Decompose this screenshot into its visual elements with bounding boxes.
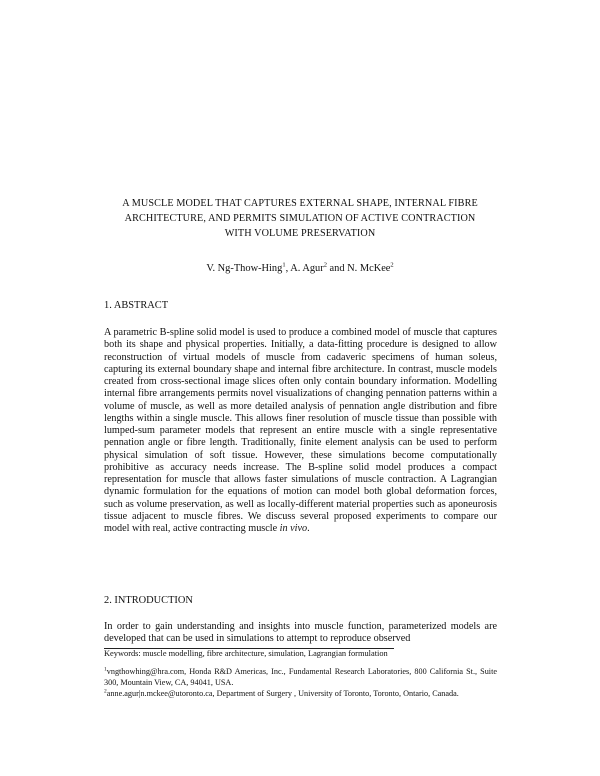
introduction-text: In order to gain understanding and insights into muscle function, parameterized models are developed that can be used in simulations to attempt to reproduce observed	[104, 621, 497, 645]
author-1: V. Ng-Thow-Hing	[206, 263, 283, 274]
footnote-1-mark: 1	[104, 666, 107, 673]
keywords-line: Keywords: muscle modelling, fibre architecture, simulation, Lagrangian formulation	[104, 649, 388, 658]
author-3-affiliation-mark: 2	[390, 261, 394, 269]
author-separator-1: ,	[285, 263, 291, 274]
abstract-heading: 1. ABSTRACT	[104, 300, 169, 311]
author-separator-2: and	[326, 263, 348, 274]
footnote-2	[104, 688, 497, 699]
paper-title	[100, 196, 500, 241]
footnote-1-text: vngthowhing@hra.com, Honda R&D Americas, Inc., Fundamental Research Laboratories, 800 California St., Suite 300, Mountain View, CA, 94041, USA.	[104, 667, 497, 688]
footnote-2-text: anne.agur|n.mckee@utoronto.ca, Department of Surgery , University of Toronto, Toronto, Ontario, Canada.	[106, 689, 459, 698]
introduction-paragraph	[104, 621, 497, 646]
introduction-heading: 2. INTRODUCTION	[104, 595, 193, 606]
author-2: A. Agur	[290, 263, 324, 274]
author-1-affiliation-mark: 1	[282, 261, 286, 269]
abstract-italic-text: in vivo	[279, 523, 308, 534]
author-3: N. McKee	[347, 263, 391, 274]
author-list	[100, 262, 500, 276]
title-line-3: WITH VOLUME PRESERVATION	[224, 228, 376, 239]
abstract-text: A parametric B-spline solid model is used to produce a combined model of muscle that captures both its shape and physical properties. Initially, a data-fitting procedure is designed to allow reconstruction of virtual models of muscle from cadaveric specimens of human soleus, capturing its external boundary shape and internal fibre architecture. In contrast, muscle models created from cross-sectional image slices often only contain boundary information. Modelling internal fibre arrangements permits novel visualizations of changing pennation patterns within a volume of muscle, as well as more detailed analysis of pennation angle distribution and fibre lengths within a single muscle. This allows finer resolution of muscle tissue than possible with lumped-sum parameter models that represent an entire muscle with a single representative pennation angle or fibre length. Traditionally, finite element analysis can be used to perform physical simulation of soft tissue. However, these simulations become computationally prohibitive as accuracy needs increase. The B-spline solid model produces a compact representation for muscle that allows faster simulations of muscle contraction. A Lagrangian dynamic formulation for the equations of motion can model both global deformation forces, such as volume preservation, as well as locally-different material properties such as aponeurosis tissue adjacent to muscle fibres. We discuss several proposed experiments to compare our model with real, active contracting muscle	[104, 327, 497, 534]
author-2-affiliation-mark: 2	[323, 261, 327, 269]
abstract-period: .	[307, 523, 310, 534]
abstract-paragraph	[104, 327, 497, 535]
footnote-2-mark: 2	[104, 688, 107, 695]
title-line-2: ARCHITECTURE, AND PERMITS SIMULATION OF ACTIVE CONTRACTION	[124, 213, 476, 224]
title-line-1: A MUSCLE MODEL THAT CAPTURES EXTERNAL SHAPE, INTERNAL FIBRE	[122, 198, 478, 209]
footnote-1	[104, 666, 497, 689]
